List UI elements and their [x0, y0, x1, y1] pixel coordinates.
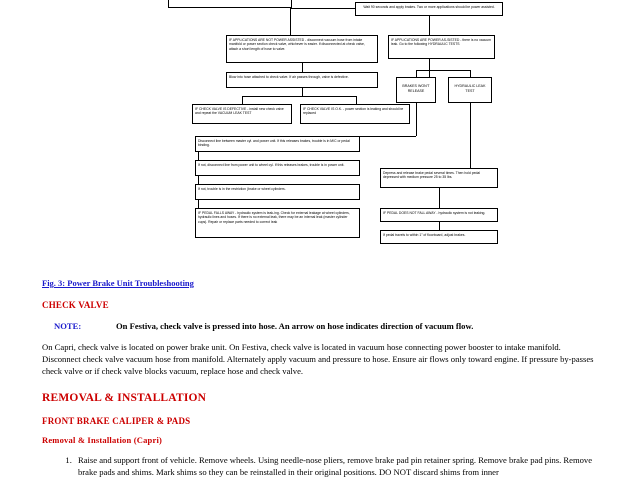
steps-list [42, 454, 598, 478]
flow-node-if-no-trouble: If not, trouble is in the restriction (brake or wheel cylinders. [195, 184, 360, 200]
connector-line [470, 70, 471, 77]
connector-line [290, 8, 291, 35]
connector-line [242, 96, 243, 104]
connector-line [242, 96, 356, 97]
flow-node-check-valve-defective: IF CHECK VALVE IS DEFECTIVE - install new check valve and repeat the VACUUM LEAK TEST [192, 104, 292, 124]
connector-line [416, 70, 417, 77]
heading-check-valve: CHECK VALVE [42, 300, 109, 310]
document-body [0, 272, 640, 478]
flow-node-check-valve-ok: IF CHECK VALVE IS O.K. - power section is leaking and should be replaced [300, 104, 410, 124]
flow-node-wait-60: Wait 90 seconds and apply brakes. Two or more applications should be power assisted. [355, 2, 503, 16]
connector-line [439, 188, 440, 208]
heading-removal-installation: REMOVAL & INSTALLATION [42, 391, 207, 404]
flow-node-blow-into-hose: Blow into hose attached to check valve. If air passes through, valve is defective. [226, 72, 378, 88]
paragraph-capri: On Capri, check valve is located on power brake unit. On Festiva, check valve is located in vacuum hose connecting power booster to intake manifold. Disconnect check valve vacuum hose from manifold. Alternately apply vacuum and pressure to hose. Ensure air flows only toward engine. If pressure by-passes check valve or if check valve blocks vacuum, replace hose and check valve. [42, 342, 594, 377]
flow-node-if-pedal-travels: If pedal travels to within 1" of floorboard, adjust brakes. [380, 230, 498, 244]
flow-node-brakes-wont-release: BRAKES WON'T RELEASE [396, 77, 436, 103]
note-text: On Festiva, check valve is pressed into hose. An arrow on hose indicates direction of vacuum flow. [116, 321, 474, 331]
list-item: 1. Raise and support front of vehicle. Remove wheels. Using needle-nose pliers, remove brake pad pin retainer spring. Remove brake pad pins. Remove brake pads and shims. Mark shims so they can be reinstalled in their original positions. DO NOT discard shims from inner [74, 454, 598, 478]
connector-line [470, 103, 471, 168]
connector-line [290, 8, 355, 9]
connector-line [198, 152, 199, 160]
note-label: NOTE: [54, 321, 82, 331]
connector-line [198, 200, 199, 208]
flow-node-hydraulic-leak-test: HYDRAULIC LEAK TEST [448, 77, 492, 103]
connector-line [302, 63, 303, 72]
note-block [42, 321, 598, 331]
connector-line [416, 70, 470, 71]
heading-front-brake-caliper-pads: FRONT BRAKE CALIPER & PADS [42, 415, 191, 426]
flow-node-depress-release: Depress and release brake pedal several times. Then hold pedal depressed with medium pressure 25 to 35 lbs. [380, 168, 498, 188]
connector-line [429, 16, 430, 35]
connector-line [198, 176, 199, 184]
flow-node-if-not-power-assisted: IF APPLICATIONS ARE NOT POWER ASSISTED - disconnect vacuum hose from intake manifold or power section check valve, whichever is easier. If disconnected at check valve, attach a short length of hose to valve. [226, 35, 378, 63]
connector-line [360, 136, 416, 137]
connector-line [439, 222, 440, 230]
flow-node-pedal-does-not-fall: IF PEDAL DOES NOT FALL AWAY - hydraulic system is not leaking. [380, 208, 498, 222]
connector-line [429, 59, 430, 77]
connector-line [302, 88, 303, 96]
flow-node-if-power-assisted: IF APPLICATIONS ARE POWER AS-SISTED - there is no vacuum leak. Go to the following HYDRAULIC TESTS [388, 35, 495, 59]
connector-line [416, 103, 417, 136]
flow-node-pedal-falls-away: IF PEDAL FALLS AWAY - hydraulic system is leak-ing. Check for external leakage at wheel cylinders, hydraulic lines and hoses. If there is no external leak, there may be an internal leak (master cylinder cups). Repair or replace parts needed to correct leak [195, 208, 360, 238]
flow-node-disconnect-line: Disconnect line between master cyl. and power unit. If this releases brakes, trouble is in M/C or pedal binding. [195, 136, 360, 152]
figure-caption[interactable]: Fig. 3: Power Brake Unit Troubleshooting [42, 278, 194, 288]
connector-line [356, 96, 357, 104]
flow-node-if-not-disconnect: If not, disconnect line from power unit to wheel cyl. If this releases brakes, trouble is in power unit. [195, 160, 360, 176]
flow-node-top-left [168, 0, 292, 8]
subheading-removal-installation-capri: Removal & Installation (Capri) [42, 434, 163, 445]
